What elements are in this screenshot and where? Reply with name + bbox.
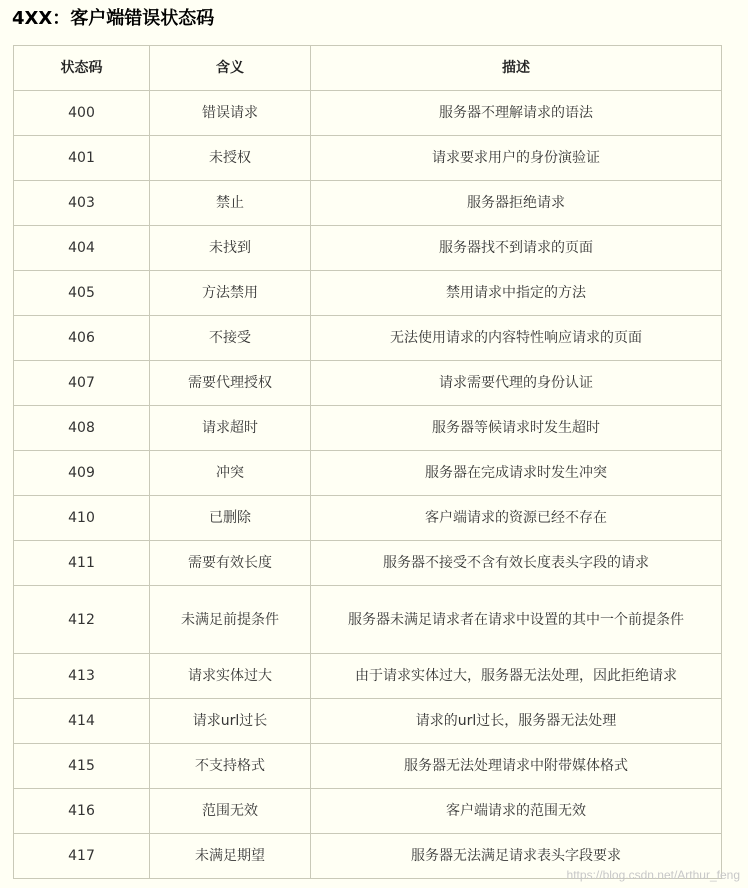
cell-description: 服务器不理解请求的语法 xyxy=(311,91,722,136)
table-row xyxy=(14,271,722,316)
cell-meaning: 需要有效长度 xyxy=(150,541,311,586)
cell-meaning: 请求实体过大 xyxy=(150,654,311,699)
header-meaning: 含义 xyxy=(150,46,311,91)
table-row xyxy=(14,789,722,834)
table-row xyxy=(14,406,722,451)
cell-description: 请求需要代理的身份认证 xyxy=(311,361,722,406)
cell-meaning: 范围无效 xyxy=(150,789,311,834)
table-row xyxy=(14,226,722,271)
cell-code: 412 xyxy=(14,586,150,654)
watermark: https://blog.csdn.net/Arthur_feng xyxy=(566,868,740,882)
cell-meaning: 需要代理授权 xyxy=(150,361,311,406)
cell-description: 客户端请求的资源已经不存在 xyxy=(311,496,722,541)
cell-meaning: 不支持格式 xyxy=(150,744,311,789)
cell-description: 由于请求实体过大，服务器无法处理，因此拒绝请求 xyxy=(311,654,722,699)
page-title: 4XX：客户端错误状态码 xyxy=(12,8,215,29)
table-row xyxy=(14,451,722,496)
table-row xyxy=(14,181,722,226)
table-row xyxy=(14,586,722,654)
cell-description: 服务器找不到请求的页面 xyxy=(311,226,722,271)
table-row xyxy=(14,654,722,699)
cell-meaning: 未满足前提条件 xyxy=(150,586,311,654)
cell-code: 417 xyxy=(14,834,150,879)
header-code: 状态码 xyxy=(14,46,150,91)
cell-code: 413 xyxy=(14,654,150,699)
cell-code: 416 xyxy=(14,789,150,834)
cell-description: 服务器在完成请求时发生冲突 xyxy=(311,451,722,496)
cell-meaning: 冲突 xyxy=(150,451,311,496)
cell-meaning: 禁止 xyxy=(150,181,311,226)
cell-code: 409 xyxy=(14,451,150,496)
cell-meaning: 未满足期望 xyxy=(150,834,311,879)
table-row xyxy=(14,91,722,136)
cell-meaning: 请求url过长 xyxy=(150,699,311,744)
cell-code: 411 xyxy=(14,541,150,586)
cell-description: 服务器拒绝请求 xyxy=(311,181,722,226)
table-row xyxy=(14,699,722,744)
header-description: 描述 xyxy=(311,46,722,91)
cell-description: 请求要求用户的身份演验证 xyxy=(311,136,722,181)
table-row xyxy=(14,541,722,586)
cell-description: 服务器未满足请求者在请求中设置的其中一个前提条件 xyxy=(311,586,722,654)
cell-code: 410 xyxy=(14,496,150,541)
cell-description: 服务器等候请求时发生超时 xyxy=(311,406,722,451)
cell-meaning: 未找到 xyxy=(150,226,311,271)
cell-description: 请求的url过长，服务器无法处理 xyxy=(311,699,722,744)
cell-description: 客户端请求的范围无效 xyxy=(311,789,722,834)
cell-meaning: 错误请求 xyxy=(150,91,311,136)
status-code-table xyxy=(13,45,722,879)
cell-meaning: 未授权 xyxy=(150,136,311,181)
cell-description: 服务器无法满足请求表头字段要求 xyxy=(311,834,722,879)
table-row xyxy=(14,361,722,406)
cell-code: 408 xyxy=(14,406,150,451)
cell-code: 404 xyxy=(14,226,150,271)
table-row xyxy=(14,496,722,541)
cell-code: 401 xyxy=(14,136,150,181)
cell-meaning: 方法禁用 xyxy=(150,271,311,316)
cell-description: 服务器不接受不含有效长度表头字段的请求 xyxy=(311,541,722,586)
table-row xyxy=(14,136,722,181)
cell-description: 无法使用请求的内容特性响应请求的页面 xyxy=(311,316,722,361)
table-header-row xyxy=(14,46,722,91)
cell-code: 406 xyxy=(14,316,150,361)
cell-code: 400 xyxy=(14,91,150,136)
cell-code: 405 xyxy=(14,271,150,316)
cell-meaning: 不接受 xyxy=(150,316,311,361)
cell-description: 服务器无法处理请求中附带媒体格式 xyxy=(311,744,722,789)
cell-code: 403 xyxy=(14,181,150,226)
table-row xyxy=(14,744,722,789)
table-row xyxy=(14,316,722,361)
cell-code: 414 xyxy=(14,699,150,744)
table-body xyxy=(14,91,722,879)
cell-code: 407 xyxy=(14,361,150,406)
cell-code: 415 xyxy=(14,744,150,789)
cell-description: 禁用请求中指定的方法 xyxy=(311,271,722,316)
cell-meaning: 已删除 xyxy=(150,496,311,541)
cell-meaning: 请求超时 xyxy=(150,406,311,451)
